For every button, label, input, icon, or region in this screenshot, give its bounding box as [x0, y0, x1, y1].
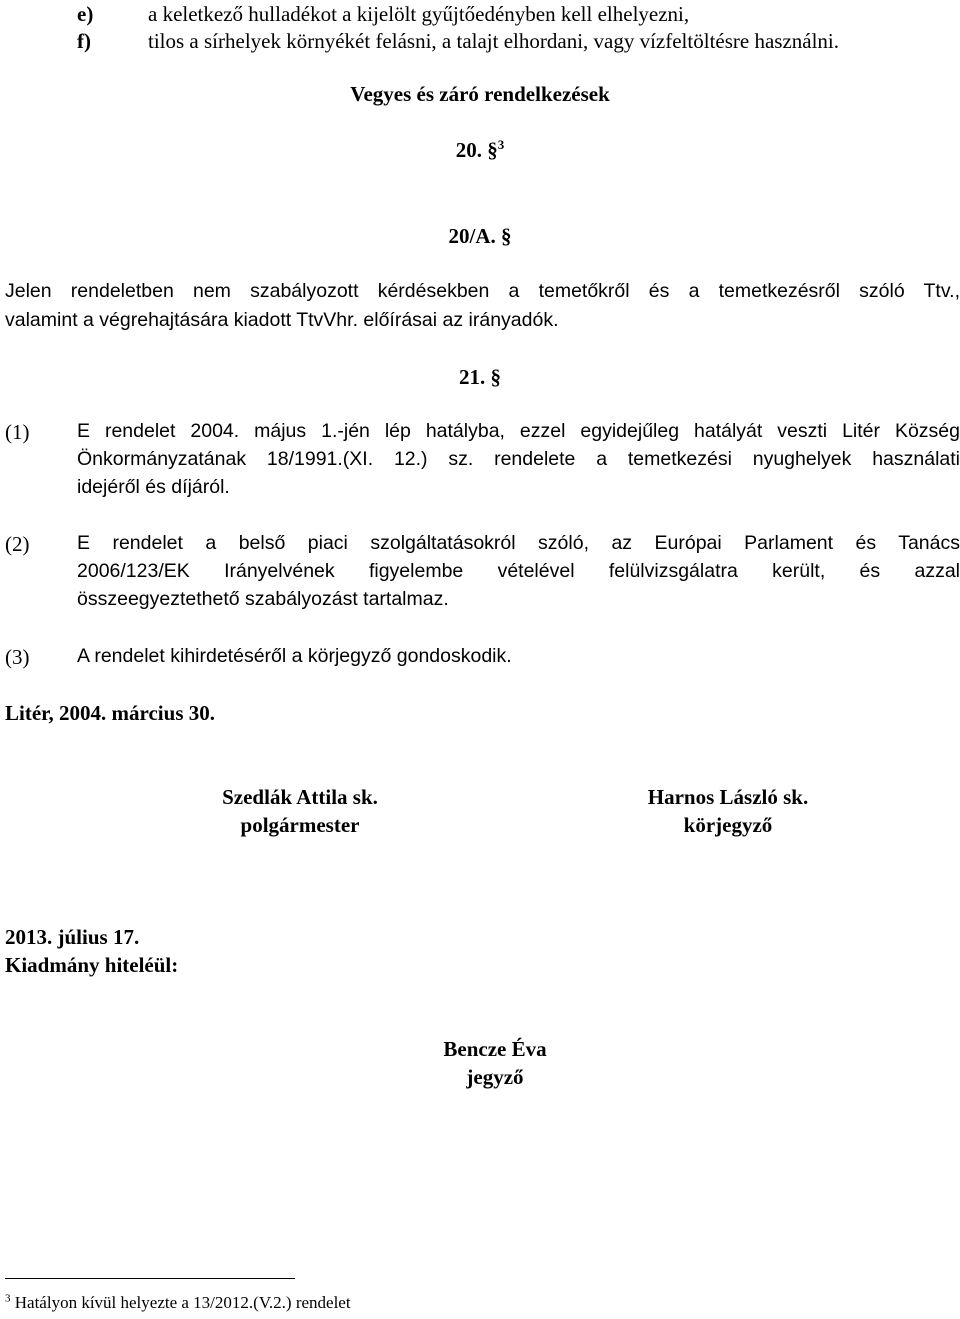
item-3-line-1: A rendelet kihirdetéséről a körjegyző gondoskodik.: [77, 645, 512, 667]
signature-left-name: Szedlák Attila sk.: [222, 785, 378, 809]
item-1-line-3: idejéről és díjáról.: [77, 476, 230, 498]
signature-right-title: körjegyző: [683, 813, 773, 837]
place-date: Litér, 2004. március 30.: [5, 701, 215, 725]
item-1-line-2: Önkormányzatának 18/1991.(XI. 12.) sz. rendelete a temetkezési nyughelyek használati: [77, 448, 960, 470]
item-2-line-1: E rendelet a belső piaci szolgáltatásokról szóló, az Európai Parlament és Tanács: [77, 532, 960, 554]
certification-date: 2013. július 17.: [5, 925, 140, 949]
item-2-line-3: összeegyeztethető szabályozást tartalmaz.: [77, 588, 449, 610]
signature-right-name: Harnos László sk.: [647, 785, 809, 809]
item-1-number: (1): [5, 420, 30, 444]
item-2-number: (2): [5, 532, 30, 556]
paragraph-20-heading: [0, 138, 960, 163]
list-marker-e: e): [77, 2, 94, 26]
list-item-f-text: tilos a sírhelyek környékét felásni, a talajt elhordani, vagy vízfeltöltésre használni.: [148, 29, 840, 53]
certifier-name: Bencze Éva: [443, 1037, 547, 1061]
list-marker-f: f): [77, 29, 91, 53]
item-3-number: (3): [5, 645, 30, 669]
footnote-separator: [5, 1278, 295, 1279]
item-1-line-1: E rendelet 2004. május 1.-jén lép hatályba, ezzel egyidejűleg hatályát veszti Litér Község: [77, 420, 960, 442]
certification-label: Kiadmány hiteléül:: [5, 953, 179, 977]
paragraph-20-label: 20. §: [455, 138, 498, 162]
paragraph-20a-line-1: Jelen rendeletben nem szabályozott kérdésekben a temetőkről és a temetkezésről szóló Ttv.,: [5, 280, 960, 302]
list-item-e-text: a keletkező hulladékot a kijelölt gyűjtőedényben kell elhelyezni,: [148, 2, 690, 26]
footnote-ref: 3: [497, 137, 505, 152]
certifier-title: jegyző: [466, 1065, 524, 1089]
footnote-text: Hatályon kívül helyezte a 13/2012.(V.2.) rendelet: [14, 1293, 351, 1312]
section-title: Vegyes és záró rendelkezések: [350, 82, 610, 106]
paragraph-20a-line-2: valamint a végrehajtására kiadott TtvVhr. előírásai az irányadók.: [5, 309, 559, 331]
signature-left-title: polgármester: [240, 813, 360, 837]
footnote: [5, 1293, 351, 1313]
paragraph-21-heading: 21. §: [459, 365, 501, 389]
paragraph-20a-heading: 20/A. §: [448, 224, 512, 248]
item-2-line-2: 2006/123/EK Irányelvének figyelembe vételével felülvizsgálatra került, és azzal: [77, 560, 960, 582]
footnote-number: 3: [5, 1292, 11, 1305]
